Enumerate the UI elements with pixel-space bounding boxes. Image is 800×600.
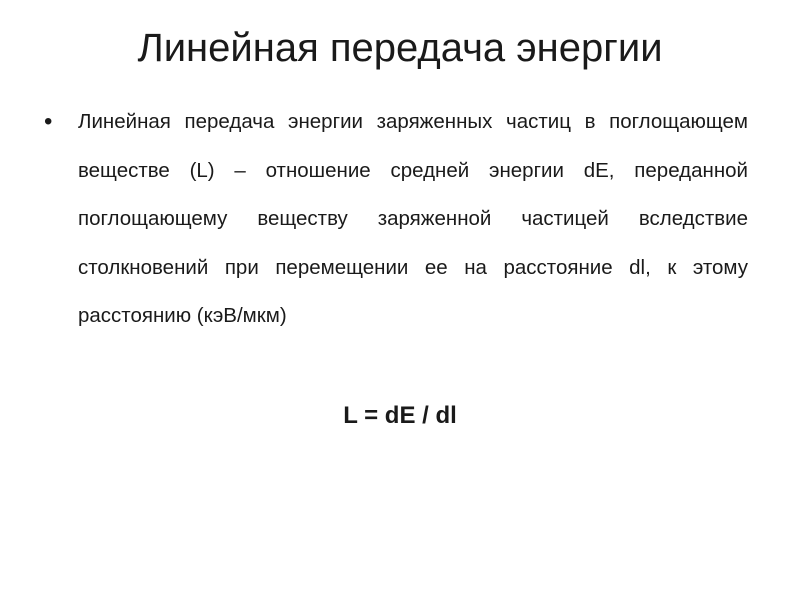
formula: L = dE / dl — [343, 402, 457, 429]
bullet-marker: • — [44, 108, 53, 135]
slide-title: Линейная передача энергии — [137, 26, 663, 70]
bullet-item — [44, 98, 748, 341]
bullet-text: Линейная передача энергии заряженных частиц в поглощающем веществе (L) – отношение средней энергии dE, переданной поглощающему веществу заряженной частицей вследствие столкновений при перемещении ее на расстояние dl, к этому расстоянию (кэВ/мкм) — [78, 110, 748, 327]
slide-content — [44, 98, 748, 341]
